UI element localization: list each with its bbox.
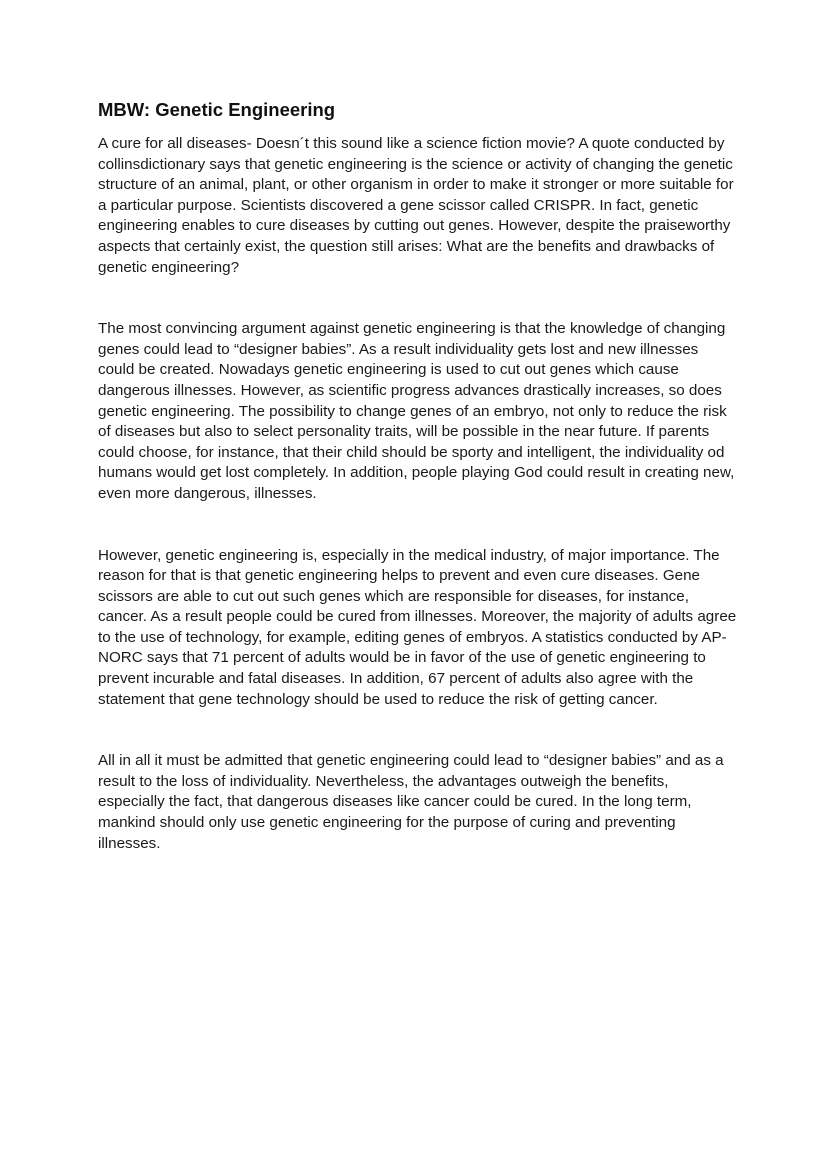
document-title: MBW: Genetic Engineering bbox=[98, 99, 336, 120]
paragraph-conclusion: All in all it must be admitted that genetic engineering could lead to “designer babies” and as a result to the loss of individuality. Nevertheless, the advantages outweigh the benefits, especially the fact, that dangerous diseases like cancer could be cured. In the long term, mankind should only use genetic engineering for the purpose of curing and preventing illnesses. bbox=[98, 752, 724, 852]
document-page bbox=[98, 98, 738, 854]
paragraph-argument-for: However, genetic engineering is, especially in the medical industry, of major importance. The reason for that is that genetic engineering helps to prevent and even cure diseases. Gene scissors are able to cut out such genes which are responsible for diseases, for instance, cancer. As a result people could be cured from illnesses. Moreover, the majority of adults agree to the use of technology, for example, editing genes of embryos. A statistics conducted by AP-NORC says that 71 percent of adults would be in favor of the use of genetic engineering to prevent incurable and fatal diseases. In addition, 67 percent of adults also agree with the statement that gene technology should be used to reduce the risk of getting cancer. bbox=[98, 546, 737, 708]
paragraph-introduction: A cure for all diseases- Doesn´t this sound like a science fiction movie? A quote conducted by collinsdictionary says that genetic engineering is the science or activity of changing the genetic structure of an animal, plant, or other organism in order to make it stronger or more suitable for a particular purpose. Scientists discovered a gene scissor called CRISPR. In fact, genetic engineering enables to cure diseases by cutting out genes. However, despite the praiseworthy aspects that certainly exist, the question still arises: What are the benefits and drawbacks of genetic engineering? bbox=[98, 135, 734, 276]
paragraph-argument-against: The most convincing argument against genetic engineering is that the knowledge of changing genes could lead to “designer babies”. As a result individuality gets lost and new illnesses could be created. Nowadays genetic engineering is used to cut out genes which cause dangerous illnesses. However, as scientific progress advances drastically increases, so does genetic engineering. The possibility to change genes of an embryo, not only to reduce the risk of diseases but also to select personality traits, will be possible in the near future. If parents could choose, for instance, that their child should be sporty and intelligent, the individuality od humans would get lost completely. In addition, people playing God could result in creating new, even more dangerous, illnesses. bbox=[98, 320, 735, 502]
